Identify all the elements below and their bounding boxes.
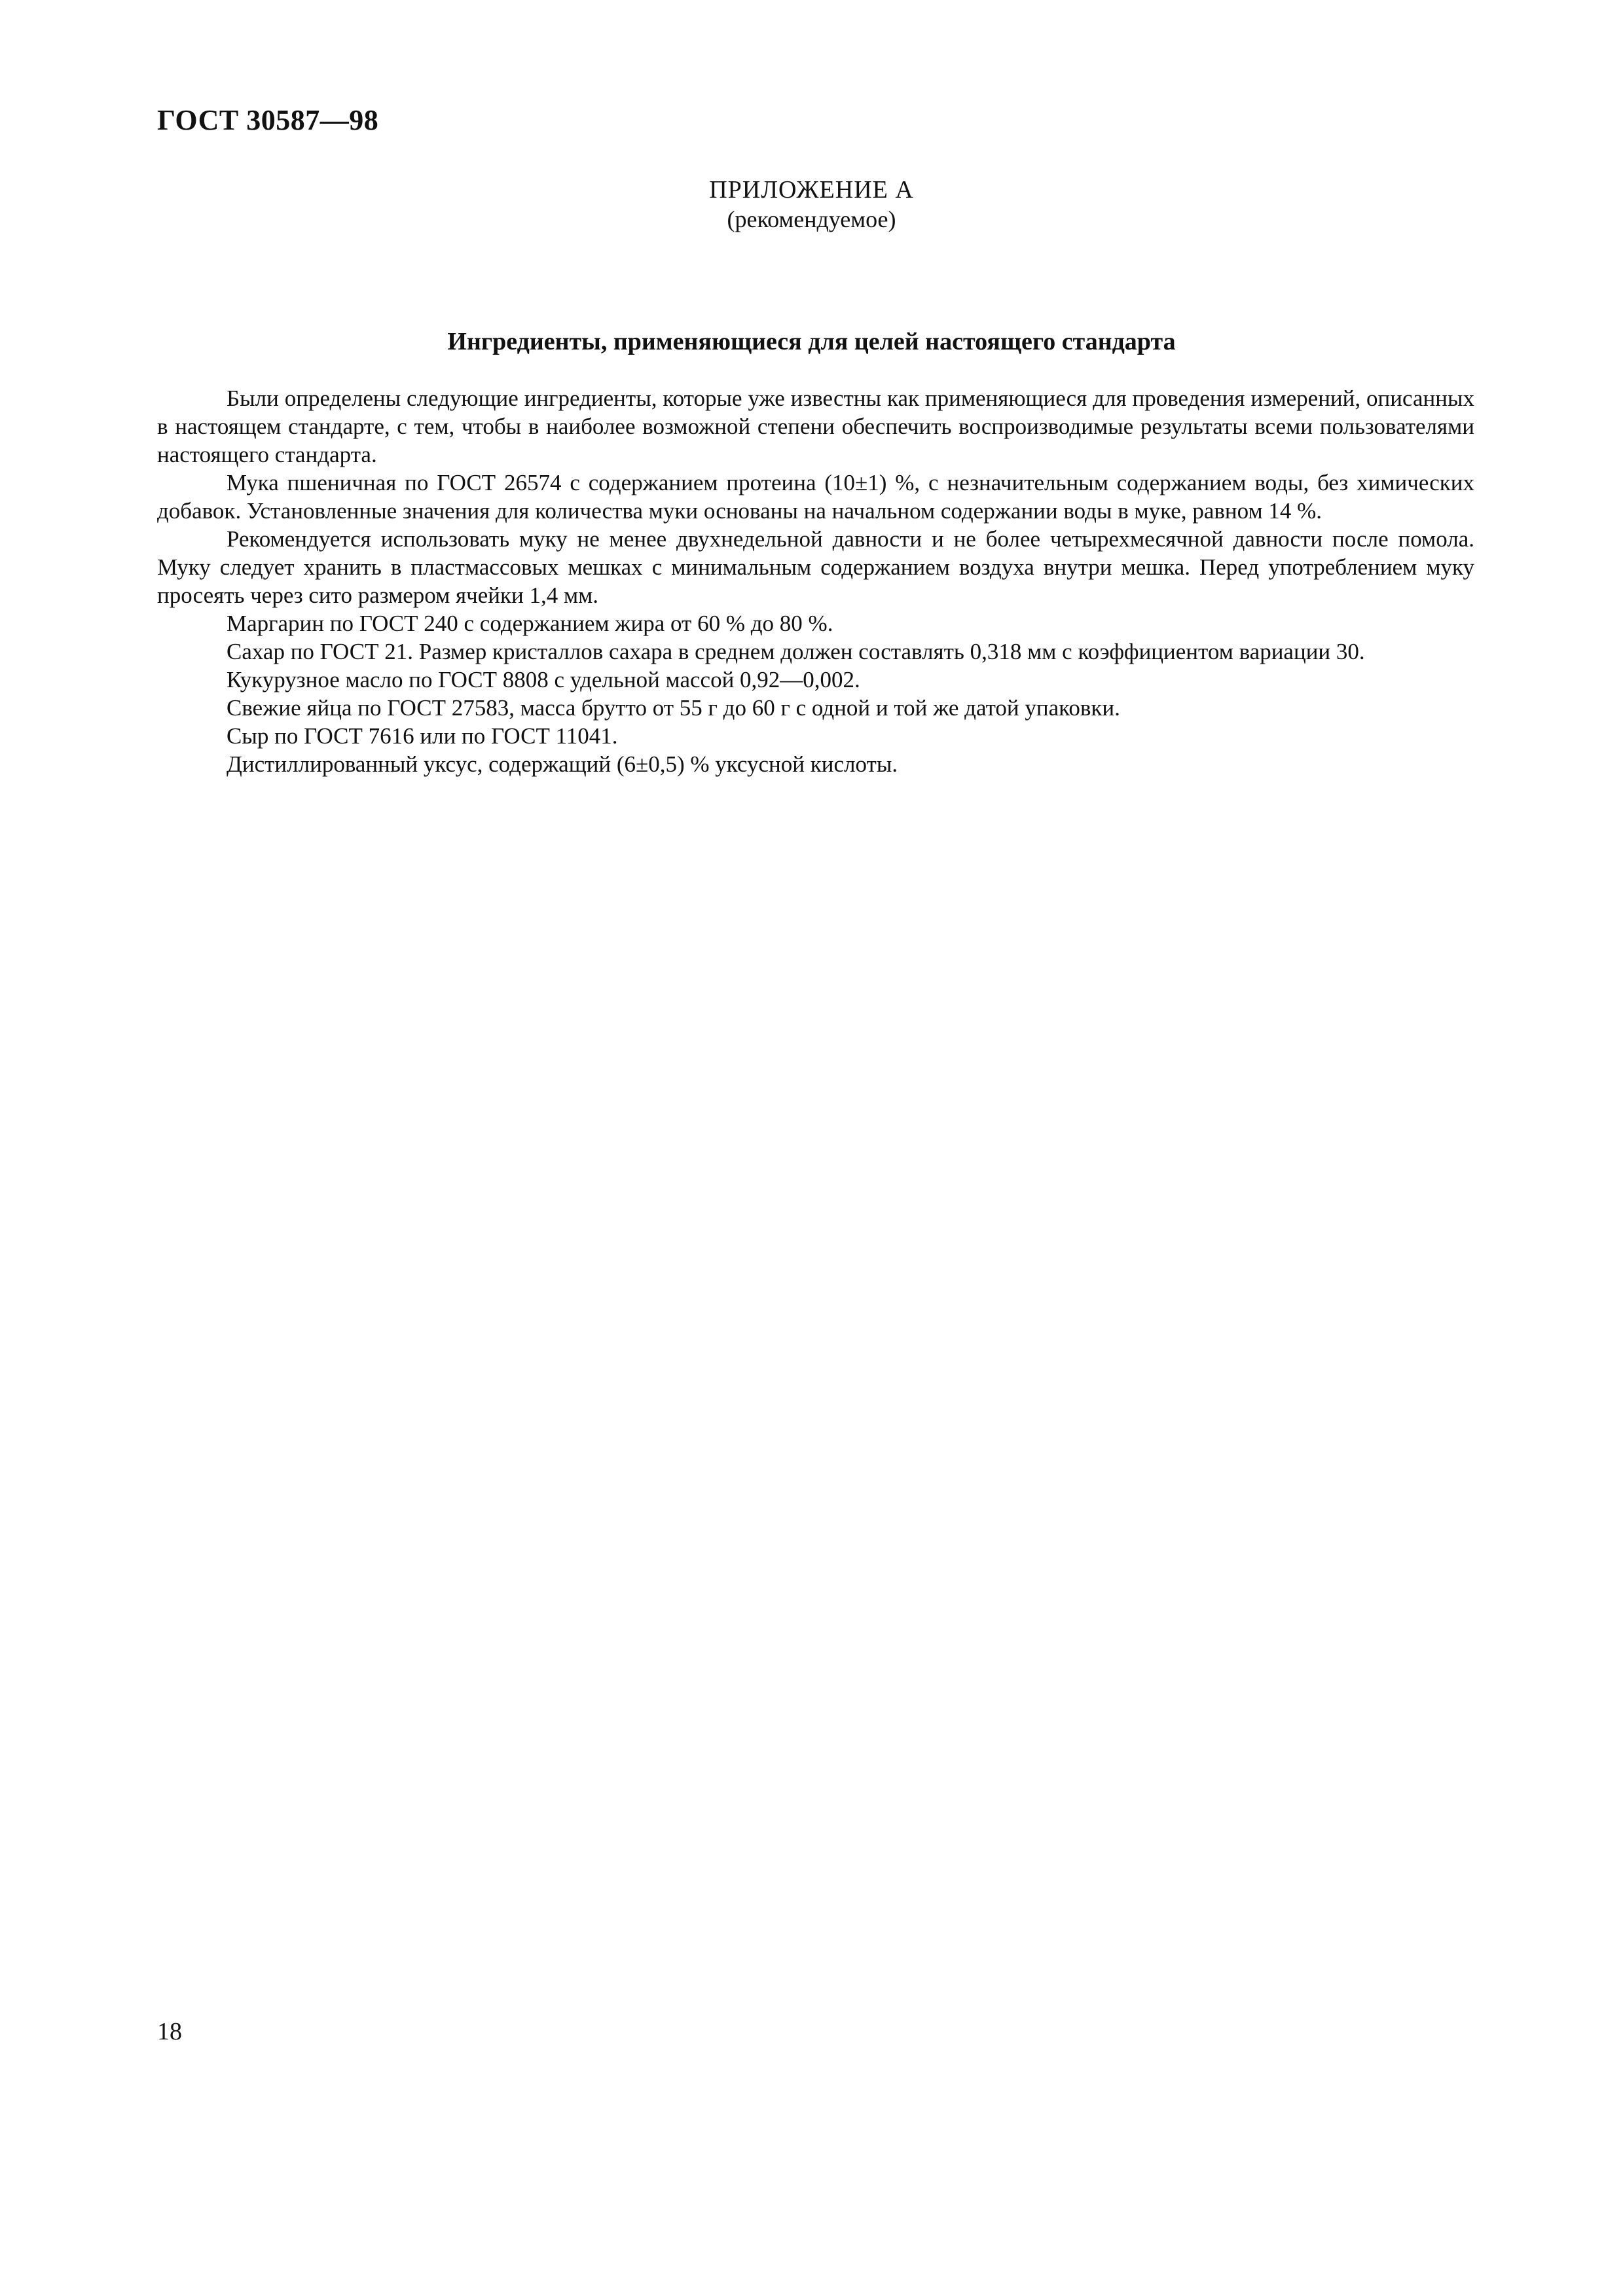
annex-title: ПРИЛОЖЕНИЕ А — [709, 176, 914, 204]
page-number: 18 — [157, 2018, 182, 2045]
paragraph-vinegar: Дистиллированный уксус, содержащий (6±0,5) % уксусной кислоты. — [227, 751, 898, 777]
paragraph-margarine: Маргарин по ГОСТ 240 с содержанием жира от 60 % до 80 %. — [227, 611, 833, 636]
paragraph-intro: Были определены следующие ингредиенты, которые уже известны как применяющиеся для проведения измерений, описанных в настоящем стандарте, с тем, чтобы в наиболее возможной степени обеспечить воспроизводимые результаты всеми пользователями настоящего стандарта. — [157, 386, 1474, 467]
paragraph-corn-oil: Кукурузное масло по ГОСТ 8808 с удельной массой 0,92—0,002. — [227, 667, 860, 692]
paragraph-eggs: Свежие яйца по ГОСТ 27583, масса брутто от 55 г до 60 г с одной и той же датой упаковки. — [227, 695, 1120, 721]
document-code: ГОСТ 30587—98 — [157, 104, 379, 136]
paragraph-flour-storage: Рекомендуется использовать муку не менее двухнедельной давности и не более четырехмесячной давности после помола. Муку следует хранить в пластмассовых мешках с минимальным содержанием воздуха внутри мешка. Перед употреблением муку просеять через сито размером ячейки 1,4 мм. — [157, 526, 1474, 608]
body-text — [157, 384, 1474, 778]
paragraph-sugar: Сахар по ГОСТ 21. Размер кристаллов сахара в среднем должен составлять 0,318 мм с коэффициентом вариации 30. — [227, 639, 1365, 664]
paragraph-flour: Мука пшеничная по ГОСТ 26574 с содержанием протеина (10±1) %, с незначительным содержанием воды, без химических добавок. Установленные значения для количества муки основаны на начальном содержании воды в муке, равном 14 %. — [157, 470, 1474, 524]
annex-subtitle: (рекомендуемое) — [727, 206, 896, 232]
paragraph-cheese: Сыр по ГОСТ 7616 или по ГОСТ 11041. — [227, 723, 618, 749]
section-title: Ингредиенты, применяющиеся для целей настоящего стандарта — [447, 328, 1176, 355]
